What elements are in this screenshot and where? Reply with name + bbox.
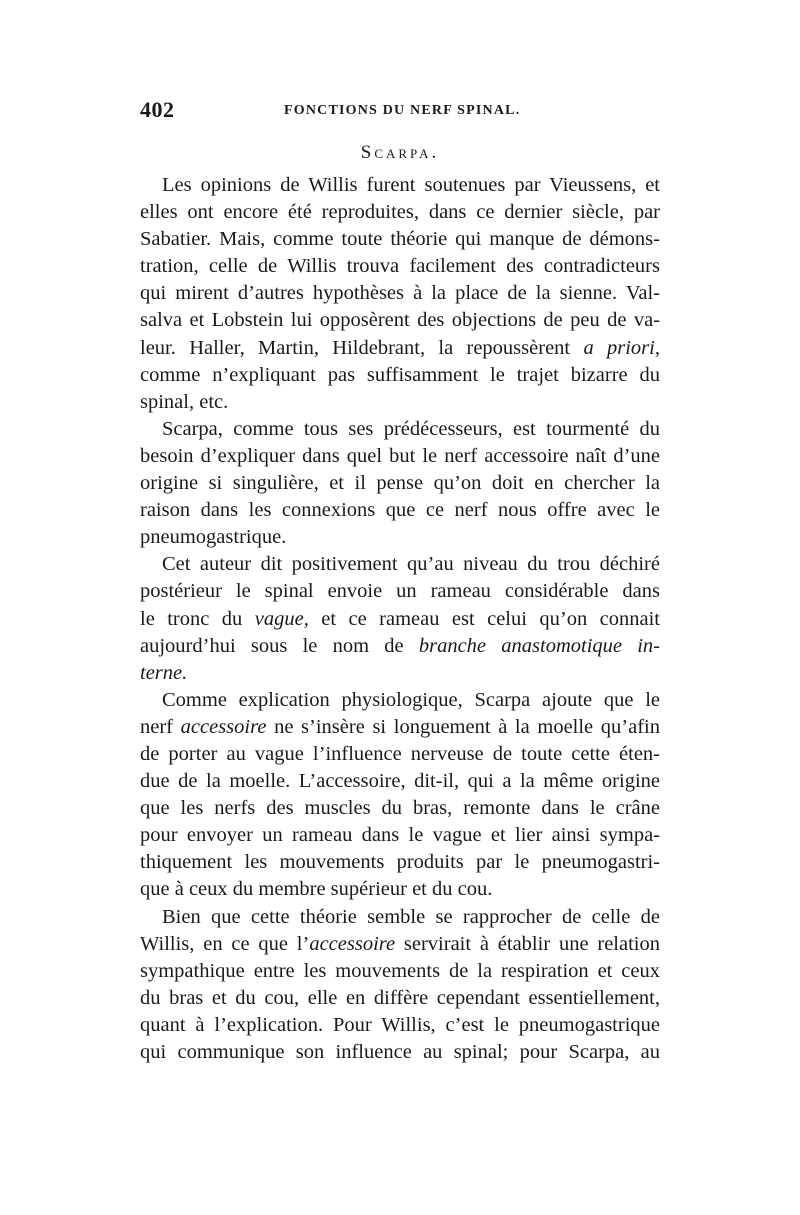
text-line xyxy=(140,226,660,253)
text-run: qui communique son influence au spinal; pour Scarpa, au xyxy=(140,1041,660,1063)
text-line xyxy=(140,660,660,687)
text-line xyxy=(140,958,660,985)
text-run: spinal, etc. xyxy=(140,390,229,413)
text-run: Bien que cette théorie semble se rapprocher de celle de xyxy=(162,905,660,928)
text-run: quant à l’explication. Pour Willis, c’est le pneumogastrique xyxy=(140,1013,660,1036)
text-run: besoin d’expliquer dans quel but le nerf accessoire naît d’une xyxy=(140,444,660,467)
text-line xyxy=(140,389,660,416)
text-line xyxy=(140,741,660,768)
text-line xyxy=(140,633,660,660)
text-run: pour envoyer un rameau dans le vague et lier ainsi sympa- xyxy=(140,824,660,847)
text-run: ne s’insère si longuement à la moelle qu’afin xyxy=(266,715,660,738)
text-line xyxy=(140,1012,660,1039)
text-run: Comme explication physiologique, Scarpa ajoute que le xyxy=(162,688,660,711)
text-run: tration, celle de Willis trouva facilement des contradicteurs xyxy=(140,255,660,278)
text-line xyxy=(140,280,660,307)
text-run: servirait à établir une relation xyxy=(395,932,660,955)
text-line xyxy=(140,253,660,280)
text-run: et ce rameau est celui qu’on connait xyxy=(308,607,661,630)
italic-text: accessoire xyxy=(309,932,396,955)
text-run: sympathique entre les mouvements de la respiration et ceux xyxy=(140,959,660,982)
italic-text: a priori, xyxy=(583,336,660,359)
text-run: Les opinions de Willis furent soutenues par Vieussens, et xyxy=(162,174,660,196)
text-line xyxy=(140,768,660,795)
italic-text: accessoire xyxy=(180,715,267,738)
text-run: pneumogastrique. xyxy=(140,526,287,549)
text-line xyxy=(140,335,660,362)
page-header xyxy=(140,97,660,125)
italic-text: branche anastomotique in- xyxy=(418,634,660,657)
text-line xyxy=(140,172,660,199)
text-run: due de la moelle. L’accessoire, dit-il, qui a la même origine xyxy=(140,770,660,793)
text-run: le tronc du xyxy=(140,607,255,630)
italic-text: terne. xyxy=(140,661,188,684)
text-line xyxy=(140,362,660,389)
text-run: postérieur le spinal envoie un rameau considérable dans xyxy=(140,580,660,603)
text-line xyxy=(140,795,660,822)
text-run: qui mirent d’autres hypothèses à la place de la sienne. Val- xyxy=(140,282,660,305)
text-line xyxy=(140,687,660,714)
text-run: Scarpa, comme tous ses prédécesseurs, est tourmenté du xyxy=(162,417,660,440)
text-run: elles ont encore été reproduites, dans ce dernier siècle, par xyxy=(140,201,660,224)
italic-text: vague, xyxy=(254,607,309,630)
text-run: nerf xyxy=(140,715,181,738)
text-line xyxy=(140,416,660,443)
text-run: de porter au vague l’influence nerveuse de toute cette éten- xyxy=(140,742,660,765)
text-line xyxy=(140,470,660,497)
text-run: comme n’expliquant pas suffisamment le trajet bizarre du xyxy=(140,363,660,386)
text-line xyxy=(140,551,660,578)
text-run: du bras et du cou, elle en diffère cependant essentiellement, xyxy=(140,986,660,1009)
text-run: Cet auteur dit positivement qu’au niveau du trou déchiré xyxy=(162,553,660,576)
running-head: FONCTIONS DU NERF SPINAL. xyxy=(284,103,521,118)
text-line xyxy=(140,714,660,741)
text-run: aujourd’hui sous le nom de xyxy=(140,634,419,657)
text-line xyxy=(140,199,660,226)
text-line xyxy=(140,985,660,1012)
body-text xyxy=(140,172,660,1066)
text-run: origine si singulière, et il pense qu’on doit en chercher la xyxy=(140,472,660,495)
text-line xyxy=(140,849,660,876)
text-line xyxy=(140,497,660,524)
text-run: que à ceux du membre supérieur et du cou. xyxy=(140,878,493,901)
text-run: que les nerfs des muscles du bras, remonte dans le crâne xyxy=(140,797,660,820)
text-line xyxy=(140,524,660,551)
text-line xyxy=(140,931,660,958)
text-line xyxy=(140,876,660,903)
text-run: salva et Lobstein lui opposèrent des objections de peu de va- xyxy=(140,309,660,332)
text-line xyxy=(140,822,660,849)
text-line xyxy=(140,307,660,334)
text-line xyxy=(140,606,660,633)
text-run: leur. Haller, Martin, Hildebrant, la repoussèrent xyxy=(140,336,584,359)
text-line xyxy=(140,578,660,605)
page-number: 402 xyxy=(140,97,175,122)
text-run: raison dans les connexions que ce nerf nous offre avec le xyxy=(140,499,660,522)
text-line xyxy=(140,443,660,470)
text-run: Willis, en ce que l’ xyxy=(140,932,310,955)
section-title: Scarpa. xyxy=(360,142,440,163)
text-line xyxy=(140,904,660,931)
text-run: Sabatier. Mais, comme toute théorie qui manque de démons- xyxy=(140,228,660,251)
text-run: thiquement les mouvements produits par le pneumogastri- xyxy=(140,851,660,874)
text-line xyxy=(140,1039,660,1066)
